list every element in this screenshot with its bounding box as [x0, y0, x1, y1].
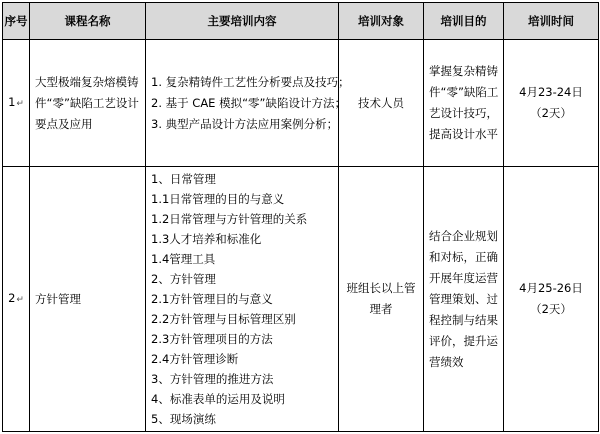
row-seq-value: 2 [8, 290, 16, 305]
content-item: 1.3人才培养和标准化 [151, 232, 262, 246]
header-seq: 序号 [3, 3, 30, 40]
row-time [504, 167, 599, 432]
table-row [3, 167, 599, 432]
content-item: 3. 典型产品设计方法应用案例分析； [151, 116, 339, 131]
time-dates: 4月23-24日 [519, 85, 583, 99]
training-table [2, 2, 599, 432]
row-audience: 技术人员 [339, 40, 424, 167]
time-duration: （2天） [530, 106, 572, 120]
content-item: 1.4管理工具 [151, 252, 216, 266]
header-goal: 培训目的 [424, 3, 504, 40]
content-item: 4、标准表单的运用及说明 [151, 392, 285, 406]
content-item: 3、方针管理的推进方法 [151, 372, 274, 386]
header-row [3, 3, 599, 40]
row-goal: 掌握复杂精铸件“零”缺陷工艺设计技巧，提高设计水平 [424, 40, 504, 167]
row-time [504, 40, 599, 167]
content-item: 2. 基于 CAE 模拟“零”缺陷设计方法； [151, 95, 347, 110]
header-content: 主要培训内容 [146, 3, 339, 40]
row-content [146, 167, 339, 432]
row-audience: 班组长以上管理者 [339, 167, 424, 432]
row-course: 方针管理 [30, 167, 146, 432]
content-item: 1. 复杂精铸件工艺性分析要点及技巧； [151, 74, 350, 89]
row-goal: 结合企业规划和对标，正确开展年度运营管理策划、过程控制与结果评价，提升运营绩效 [424, 167, 504, 432]
time-duration: （2天） [530, 302, 572, 316]
time-dates: 4月25-26日 [519, 281, 583, 295]
row-seq: 1↵ [3, 40, 30, 167]
header-course: 课程名称 [30, 3, 146, 40]
content-item: 2、方针管理 [151, 272, 216, 286]
content-item: 1、日常管理 [151, 172, 216, 186]
content-item: 2.2方针管理与目标管理区别 [151, 312, 296, 326]
header-time: 培训时间 [504, 3, 599, 40]
row-seq: 2↵ [3, 167, 30, 432]
content-item: 2.4方针管理诊断 [151, 352, 239, 366]
content-item: 5、现场演练 [151, 412, 216, 426]
content-item: 2.1方针管理目的与意义 [151, 292, 273, 306]
content-item: 1.1日常管理的目的与意义 [151, 192, 285, 206]
row-course: 大型极端复杂熔模铸件“零”缺陷工艺设计要点及应用 [30, 40, 146, 167]
row-seq-value: 1 [8, 94, 16, 109]
header-audience: 培训对象 [339, 3, 424, 40]
content-item: 2.3方针管理项目的方法 [151, 332, 273, 346]
row-content [146, 40, 350, 167]
content-item: 1.2日常管理与方针管理的关系 [151, 212, 308, 226]
table-row [3, 40, 599, 167]
